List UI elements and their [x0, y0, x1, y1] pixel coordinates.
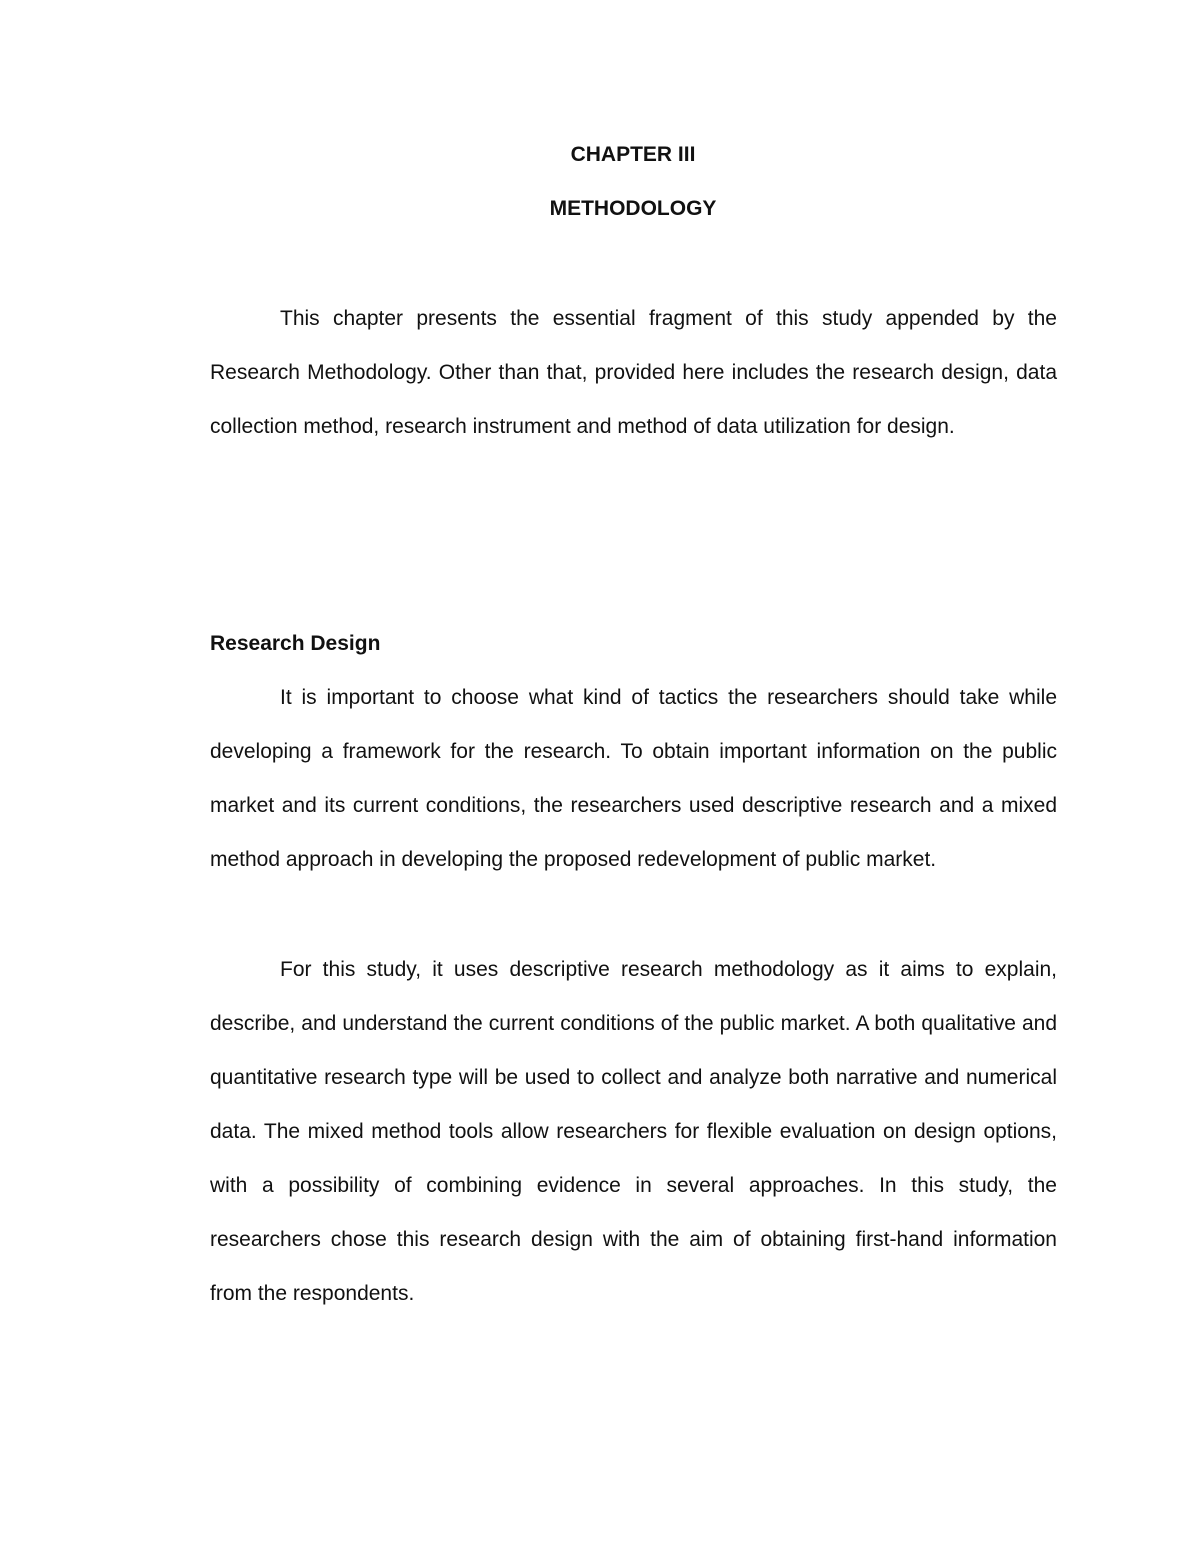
research-design-paragraph-2: For this study, it uses descriptive research methodology as it aims to explain, describe, and understand the current conditions of the public market. A both qualitative and quantitative research type will be used to collect and analyze both narrative and numerical data. The mixed method tools allow researchers for flexible evaluation on design options, with a possibility of combining evidence in several approaches. In this study, the researchers chose this research design with the aim of obtaining first-hand information from the respondents. — [210, 958, 1057, 1305]
section-heading-research-design: Research Design — [210, 632, 381, 655]
chapter-label: CHAPTER III — [570, 143, 696, 166]
research-design-paragraph-1: It is important to choose what kind of tactics the researchers should take while developing a framework for the research. To obtain important information on the public market and its current conditions, the researchers used descriptive research and a mixed method approach in developing the proposed redevelopment of public market. — [210, 686, 1057, 871]
intro-paragraph: This chapter presents the essential fragment of this study appended by the Research Methodology. Other than that, provided here includes the research design, data collection method, research instrument and method of data utilization for design. — [210, 307, 1057, 438]
chapter-title: METHODOLOGY — [549, 197, 717, 220]
